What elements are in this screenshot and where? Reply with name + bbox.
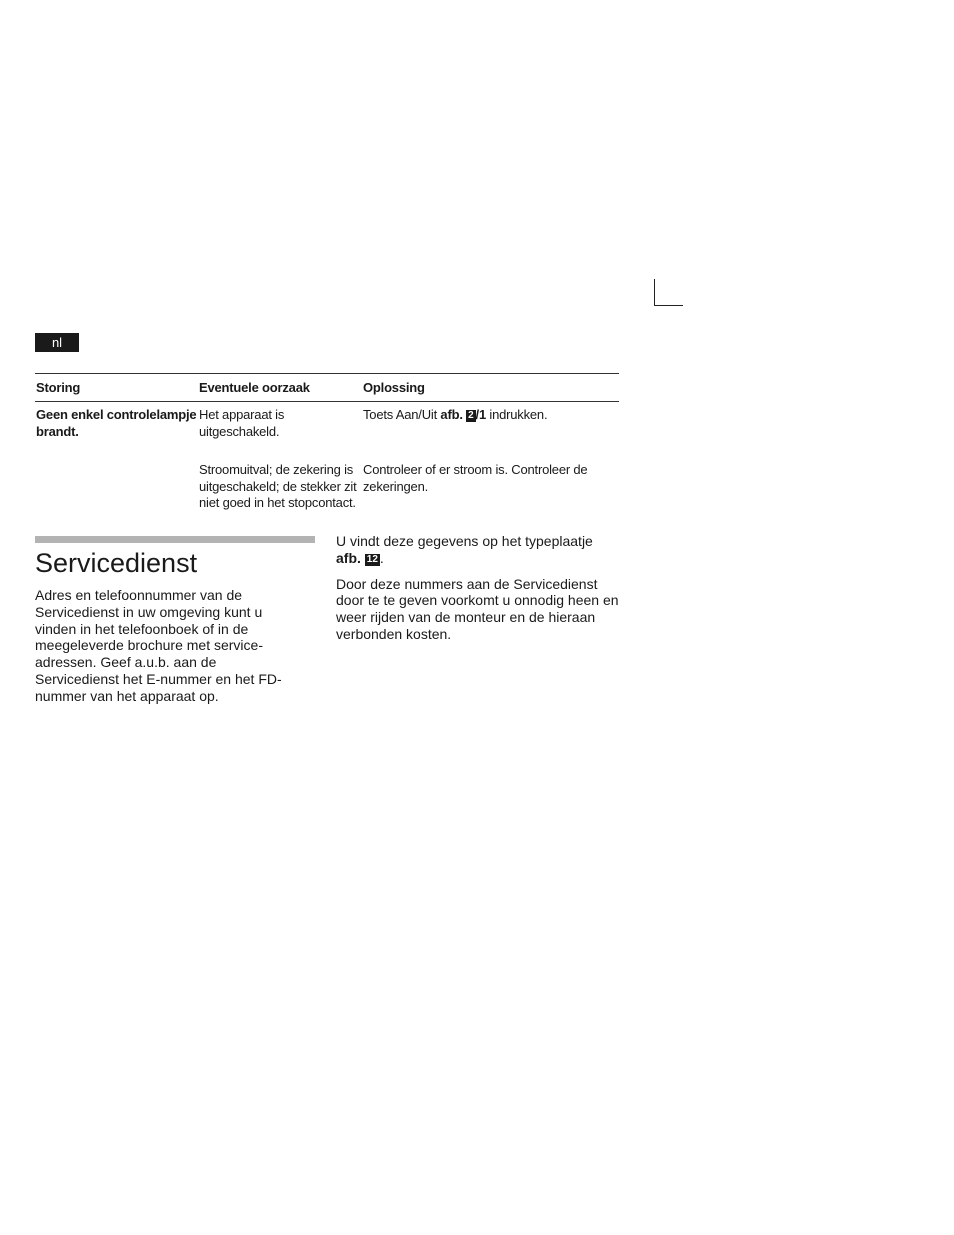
table-header [35, 373, 619, 402]
cell-oplossing: Toets Aan/Uit afb. 2 /1 indrukken. [363, 407, 548, 422]
header-oorzaak: Eventuele oorzaak [199, 380, 310, 395]
cell-oorzaak: Het apparaat is uitgeschakeld. [199, 407, 285, 439]
troubleshooting-table [35, 373, 619, 512]
costs-paragraph: Door deze nummers aan de Servicedienst door te te geven voorkomt u onnodig heen en weer rijden van de monteur en de hieraan verbonden kosten. [336, 575, 619, 642]
typeplate-paragraph: U vindt deze gegevens op het typeplaatje afb. 12 . [336, 533, 593, 566]
cell-oplossing: Controleer of er stroom is. Controleer de zekeringen. [363, 462, 588, 494]
cell-storing [35, 462, 199, 512]
header-storing: Storing [36, 380, 81, 395]
table-row [35, 440, 619, 512]
service-paragraph: Adres en telefoonnummer van de Servicedienst in uw omgeving kunt u vinden in het telefoonboek of in de meegeleverde brochure met service-adressen. Geef a.u.b. aan de Servicedienst het E-nummer en het FD-nummer van het apparaat op. [35, 587, 282, 704]
header-oplossing: Oplossing [363, 380, 425, 395]
figure-number-badge: 12 [366, 553, 378, 565]
table-row [35, 402, 619, 440]
cell-storing: Geen enkel controlelampje brandt. [36, 407, 197, 439]
figure-ref-label: afb. [440, 407, 463, 422]
figure-number-badge: 2 [468, 410, 474, 421]
language-badge: nl [35, 333, 79, 352]
section-rule [35, 536, 315, 543]
cell-oorzaak: Stroomuitval; de zekering is uitgeschakeld; de stekker zit niet goed in het stopcontact. [199, 462, 357, 510]
figure-ref-label: afb. [336, 549, 361, 566]
section-title: Servicedienst [35, 548, 198, 578]
crop-mark [654, 279, 683, 306]
right-column [336, 533, 622, 652]
